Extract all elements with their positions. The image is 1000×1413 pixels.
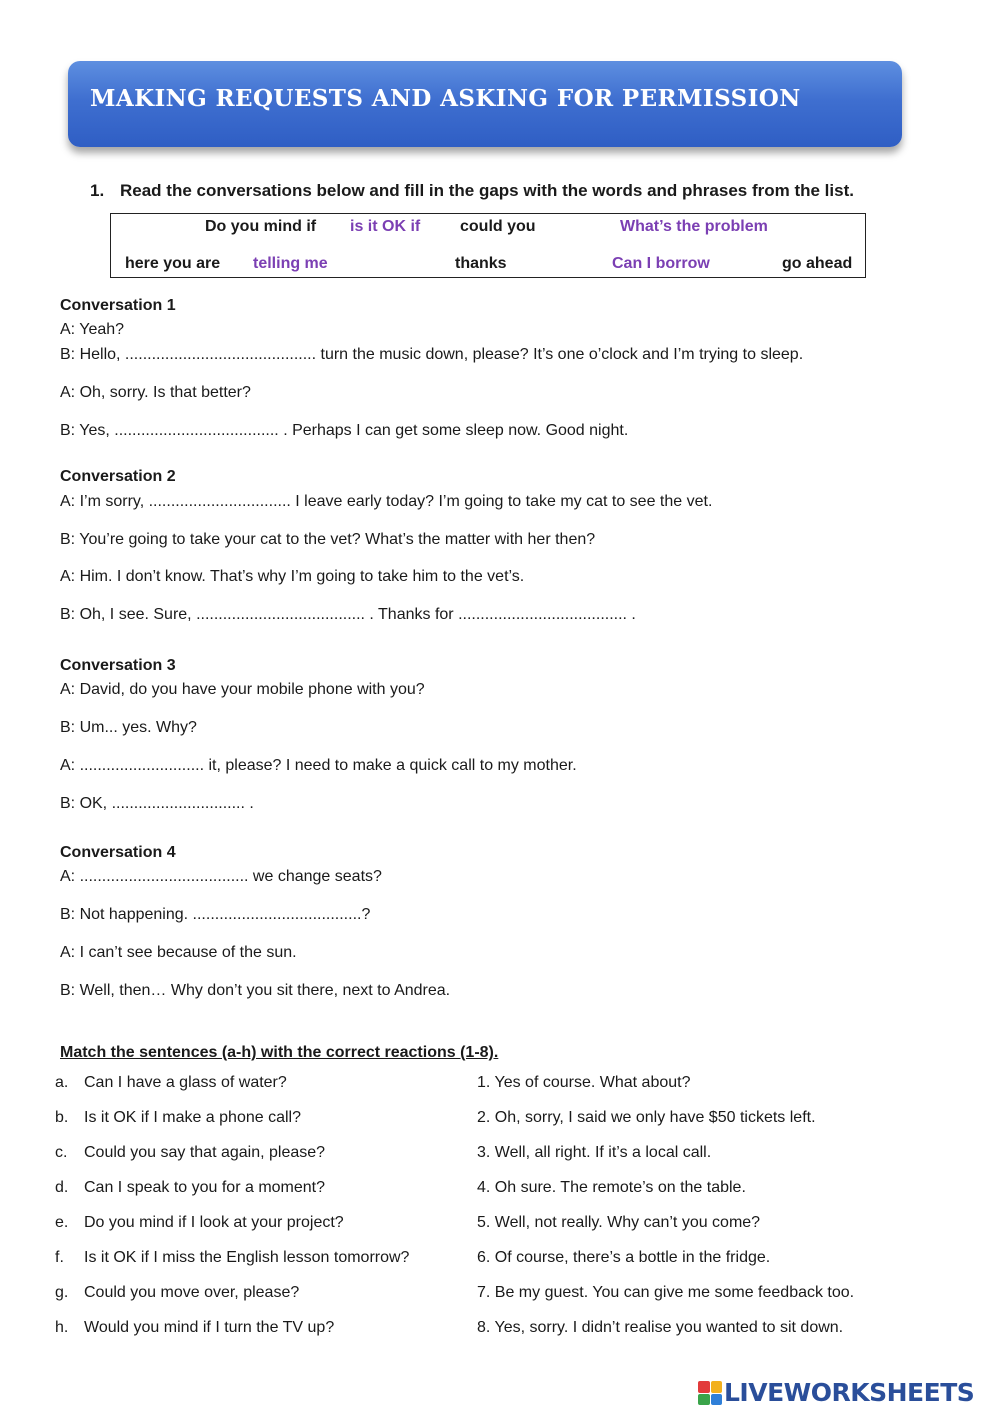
liveworksheets-logo-icon <box>698 1381 722 1405</box>
match-sentence[interactable] <box>55 1249 409 1267</box>
match-sentence[interactable] <box>55 1319 334 1337</box>
match-sentence-text: Could you move over, please? <box>84 1284 300 1301</box>
task-instruction-text: Read the conversations below and fill in the gaps with the words and phrases from the list. <box>120 181 854 200</box>
dialogue-line: A: Oh, sorry. Is that better? <box>60 384 251 401</box>
dialogue-line-gap[interactable]: A: ...................................... we change seats? <box>60 868 382 885</box>
title-banner <box>68 61 902 147</box>
conversation-heading: Conversation 4 <box>60 844 176 861</box>
word-option[interactable]: Can I borrow <box>612 255 710 272</box>
match-reaction[interactable]: 6. Of course, there’s a bottle in the fridge. <box>477 1249 771 1266</box>
dialogue-line: B: You’re going to take your cat to the vet? What’s the matter with her then? <box>60 531 596 548</box>
match-sentence[interactable] <box>55 1214 344 1232</box>
match-letter: g. <box>55 1284 69 1301</box>
match-reaction[interactable]: 5. Well, not really. Why can’t you come? <box>477 1214 761 1231</box>
match-letter: d. <box>55 1179 69 1196</box>
word-option[interactable]: here you are <box>125 255 221 272</box>
match-sentence[interactable] <box>55 1074 287 1092</box>
match-sentence[interactable] <box>55 1179 325 1197</box>
dialogue-line-gap[interactable]: A: I’m sorry, ................................ I leave early today? I’m going to take my cat to see the vet. <box>60 493 713 510</box>
dialogue-line-gap[interactable]: B: Not happening. ......................................? <box>60 906 371 923</box>
match-reaction[interactable]: 1. Yes of course. What about? <box>477 1074 691 1091</box>
match-sentence-text: Could you say that again, please? <box>84 1144 326 1161</box>
match-reaction[interactable]: 7. Be my guest. You can give me some feedback too. <box>477 1284 855 1301</box>
word-option[interactable]: go ahead <box>782 255 853 272</box>
match-letter: b. <box>55 1109 69 1126</box>
match-letter: e. <box>55 1214 69 1231</box>
match-sentence-text: Can I speak to you for a moment? <box>84 1179 326 1196</box>
match-sentence-text: Is it OK if I miss the English lesson tomorrow? <box>84 1249 410 1266</box>
dialogue-line: A: Yeah? <box>60 321 125 338</box>
match-letter: h. <box>55 1319 69 1336</box>
dialogue-line-gap[interactable]: B: Hello, ........................................... turn the music down, please? It’s one o’clock and I’m trying to sleep. <box>60 346 804 363</box>
dialogue-line: A: Him. I don’t know. That’s why I’m going to take him to the vet’s. <box>60 568 525 585</box>
match-reaction[interactable]: 3. Well, all right. If it’s a local call. <box>477 1144 712 1161</box>
task-instruction <box>90 181 854 201</box>
dialogue-line-gap[interactable]: B: OK, .............................. . <box>60 795 254 812</box>
word-option[interactable]: Do you mind if <box>205 218 317 235</box>
liveworksheets-brand[interactable] <box>698 1378 993 1408</box>
matching-instruction: Match the sentences (a-h) with the correct reactions (1-8). <box>60 1044 499 1061</box>
word-list-box <box>110 213 866 278</box>
word-option[interactable]: could you <box>460 218 536 235</box>
dialogue-line: A: I can’t see because of the sun. <box>60 944 297 961</box>
dialogue-line-gap[interactable]: B: Oh, I see. Sure, ...................................... . Thanks for ...................................... . <box>60 606 636 623</box>
word-option[interactable]: telling me <box>253 255 328 272</box>
match-letter: f. <box>55 1249 64 1266</box>
conversation-heading: Conversation 1 <box>60 297 176 314</box>
task-number: 1. <box>90 181 105 200</box>
page-title: MAKING REQUESTS AND ASKING FOR PERMISSION <box>90 85 801 112</box>
dialogue-line: A: David, do you have your mobile phone with you? <box>60 681 425 698</box>
word-option[interactable]: What’s the problem <box>620 218 768 235</box>
match-letter: a. <box>55 1074 69 1091</box>
conversation-heading: Conversation 2 <box>60 468 176 485</box>
word-option[interactable]: is it OK if <box>350 218 421 235</box>
match-reaction[interactable]: 4. Oh sure. The remote’s on the table. <box>477 1179 746 1196</box>
match-sentence-text: Can I have a glass of water? <box>84 1074 287 1091</box>
brand-name: LIVEWORKSHEETS <box>724 1378 975 1407</box>
match-sentence[interactable] <box>55 1284 299 1302</box>
match-sentence[interactable] <box>55 1144 325 1162</box>
match-sentence[interactable] <box>55 1109 301 1127</box>
match-reaction[interactable]: 8. Yes, sorry. I didn’t realise you wanted to sit down. <box>477 1319 844 1336</box>
dialogue-line-gap[interactable]: A: ............................ it, please? I need to make a quick call to my mother. <box>60 757 577 774</box>
match-sentence-text: Would you mind if I turn the TV up? <box>84 1319 335 1336</box>
match-sentence-text: Is it OK if I make a phone call? <box>84 1109 301 1126</box>
dialogue-line: B: Um... yes. Why? <box>60 719 197 736</box>
match-letter: c. <box>55 1144 68 1161</box>
word-option[interactable]: thanks <box>455 255 507 272</box>
dialogue-line: B: Well, then… Why don’t you sit there, next to Andrea. <box>60 982 451 999</box>
dialogue-line-gap[interactable]: B: Yes, ..................................... . Perhaps I can get some sleep now. Good night. <box>60 422 629 439</box>
match-reaction[interactable]: 2. Oh, sorry, I said we only have $50 tickets left. <box>477 1109 816 1126</box>
match-sentence-text: Do you mind if I look at your project? <box>84 1214 344 1231</box>
conversation-heading: Conversation 3 <box>60 657 176 674</box>
